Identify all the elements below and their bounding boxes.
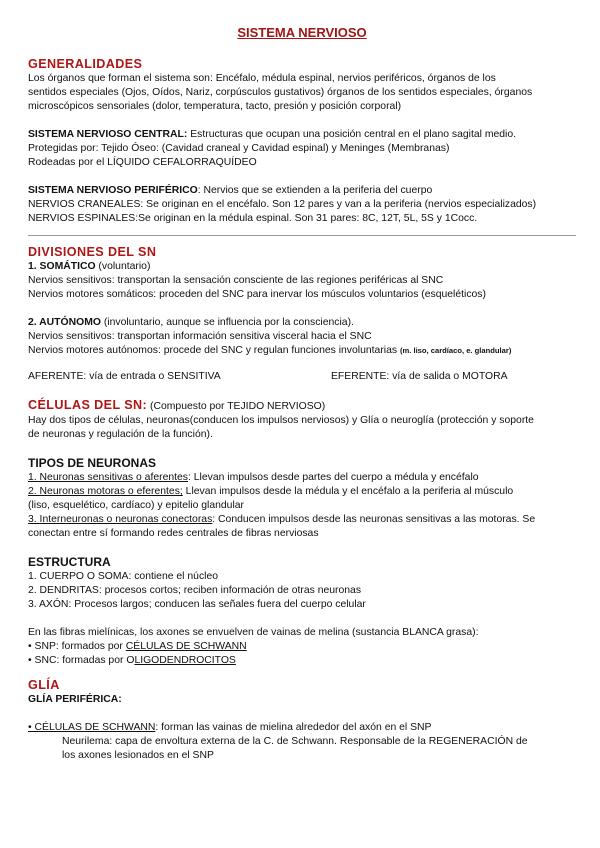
snp-text: : Nervios que se extienden a la periferia del cuerpo — [197, 185, 433, 196]
snp-label: SISTEMA NERVIOSO PERIFÉRICO — [28, 185, 198, 196]
snc-paragraph — [28, 128, 576, 142]
paragraph-line: de neuronas y regulación de la función). — [28, 429, 213, 440]
paragraph-line: En las fibras mielínicas, los axones se envuelven de vainas de melina (sustancia BLANCA grasa): — [28, 627, 479, 638]
paragraph-line: Hay dos tipos de células, neuronas(conducen los impulsos nerviosos) y Glía o neuroglía (protección y soporte — [28, 415, 534, 426]
snc-label: SISTEMA NERVIOSO CENTRAL: — [28, 129, 188, 140]
oligodendrocitos-label: LIGODENDROCITOS — [134, 655, 236, 666]
list-item: 1. CUERPO O SOMA: contiene el núcleo — [28, 571, 218, 582]
tipo-1-text: : Llevan impulsos desde partes del cuerpo a médula y encéfalo — [188, 472, 479, 483]
page-title: SISTEMA NERVIOSO — [237, 25, 367, 40]
tipo-1-label: 1. Neuronas sensitivas o aferentes — [28, 472, 188, 483]
section-heading-generalidades: GENERALIDADES — [28, 57, 143, 71]
autonomo-label: 2. AUTÓNOMO — [28, 317, 101, 328]
section-heading-divisiones: DIVISIONES DEL SN — [28, 245, 157, 259]
paragraph-line: sentidos especiales (Ojos, Oídos, Nariz, corpúsculos gustativos) órganos de los sentidos especiales, órganos — [28, 87, 533, 98]
tipo-2-label: 2. Neuronas motoras o eferentes; — [28, 486, 183, 497]
paragraph-line: NERVIOS CRANEALES: Se originan en el encéfalo. Son 12 pares y van a la periferia (nervios especializados) — [28, 199, 537, 210]
afferent-efferent-row — [28, 370, 576, 384]
somatico-heading — [28, 260, 576, 274]
paragraph-line — [28, 344, 576, 358]
list-item — [28, 471, 576, 485]
glia-subheading: GLÍA PERIFÉRICA: — [28, 694, 122, 705]
tipo-3-text: : Conducen impulsos desde las neuronas sensitivas a las motoras. Se — [212, 514, 536, 525]
autonomo-line2: Nervios motores autónomos: procede del SNC y regulan funciones involuntarias — [28, 345, 400, 356]
autonomo-small: (m. liso, cardíaco, e. glandular) — [399, 346, 512, 355]
paragraph-line: Neurilema: capa de envoltura externa de la C. de Schwann. Responsable de la REGENERACIÓN de — [62, 736, 528, 747]
section-heading-glia: GLÍA — [28, 678, 60, 692]
tipo-3-label: 3. Interneuronas o neuronas conectoras — [28, 514, 213, 525]
snp-bullet-text: • SNP: formados por — [28, 641, 126, 652]
autonomo-note: (involuntario, aunque se influencia por la consciencia). — [100, 317, 354, 328]
paragraph-line: Los órganos que forman el sistema son: Encéfalo, médula espinal, nervios periféricos, órganos de los — [28, 73, 496, 84]
paragraph-line: Protegidas por: Tejido Óseo: (Cavidad craneal y Cavidad espinal) y Meninges (Membranas) — [28, 143, 450, 154]
schwann-label: CÉLULAS DE SCHWANN — [125, 641, 247, 652]
list-item: 2. DENDRITAS: procesos cortos; reciben información de otras neuronas — [28, 585, 362, 596]
celulas-note: (Compuesto por TEJIDO NERVIOSO) — [147, 401, 326, 412]
section-heading-tipos: TIPOS DE NEURONAS — [28, 456, 157, 470]
document-page — [28, 26, 576, 763]
schwann-item-label: • CÉLULAS DE SCHWANN — [28, 722, 156, 733]
tipo-2-text: Llevan impulsos desde la médula y el encéfalo a la periferia al músculo — [182, 486, 514, 497]
list-item — [28, 721, 576, 735]
paragraph-line: Nervios sensitivos: transportan la sensación consciente de las regiones periféricas al SNC — [28, 275, 444, 286]
paragraph-line: los axones lesionados en el SNP — [62, 750, 214, 761]
autonomo-heading — [28, 316, 576, 330]
somatico-note: (voluntario) — [95, 261, 151, 272]
paragraph-line: Nervios sensitivos: transportan información sensitiva visceral hacia el SNC — [28, 331, 372, 342]
section-heading-celulas — [28, 398, 576, 414]
list-item — [28, 485, 576, 499]
section-heading-estructura: ESTRUCTURA — [28, 555, 111, 569]
schwann-item-text: : forman las vainas de mielina alrededor del axón en el SNP — [155, 722, 432, 733]
somatico-label: 1. SOMÁTICO — [28, 261, 96, 272]
aferente-text: AFERENTE: vía de entrada o SENSITIVA — [28, 371, 221, 382]
snc-text: Estructuras que ocupan una posición central en el plano sagital medio. — [187, 129, 517, 140]
list-item — [28, 640, 576, 654]
section-divider — [28, 235, 576, 236]
snp-paragraph — [28, 184, 576, 198]
paragraph-line: microscópicos sensoriales (dolor, temperatura, tacto, presión y posición corporal) — [28, 101, 402, 112]
celulas-heading: CÉLULAS DEL SN: — [28, 398, 148, 412]
list-item — [28, 654, 576, 668]
paragraph-line: conectan entre sí formando redes centrales de fibras nerviosas — [28, 528, 319, 539]
paragraph-line: Rodeadas por el LÍQUIDO CEFALORRAQUÍDEO — [28, 157, 257, 168]
paragraph-line: Nervios motores somáticos: proceden del SNC para inervar los músculos voluntarios (esqueléticos) — [28, 289, 486, 300]
paragraph-line: (liso, esquelético, cardíaco) y epitelio glandular — [28, 500, 245, 511]
eferente-text: EFERENTE: vía de salida o MOTORA — [331, 371, 508, 382]
list-item — [28, 513, 576, 527]
list-item: 3. AXÓN: Procesos largos; conducen las señales fuera del cuerpo celular — [28, 599, 366, 610]
paragraph-line: NERVIOS ESPINALES:Se originan en la médula espinal. Son 31 pares: 8C, 12T, 5L, 5S y 1Cocc. — [28, 213, 478, 224]
snc-bullet-text: • SNC: formadas por O — [28, 655, 135, 666]
